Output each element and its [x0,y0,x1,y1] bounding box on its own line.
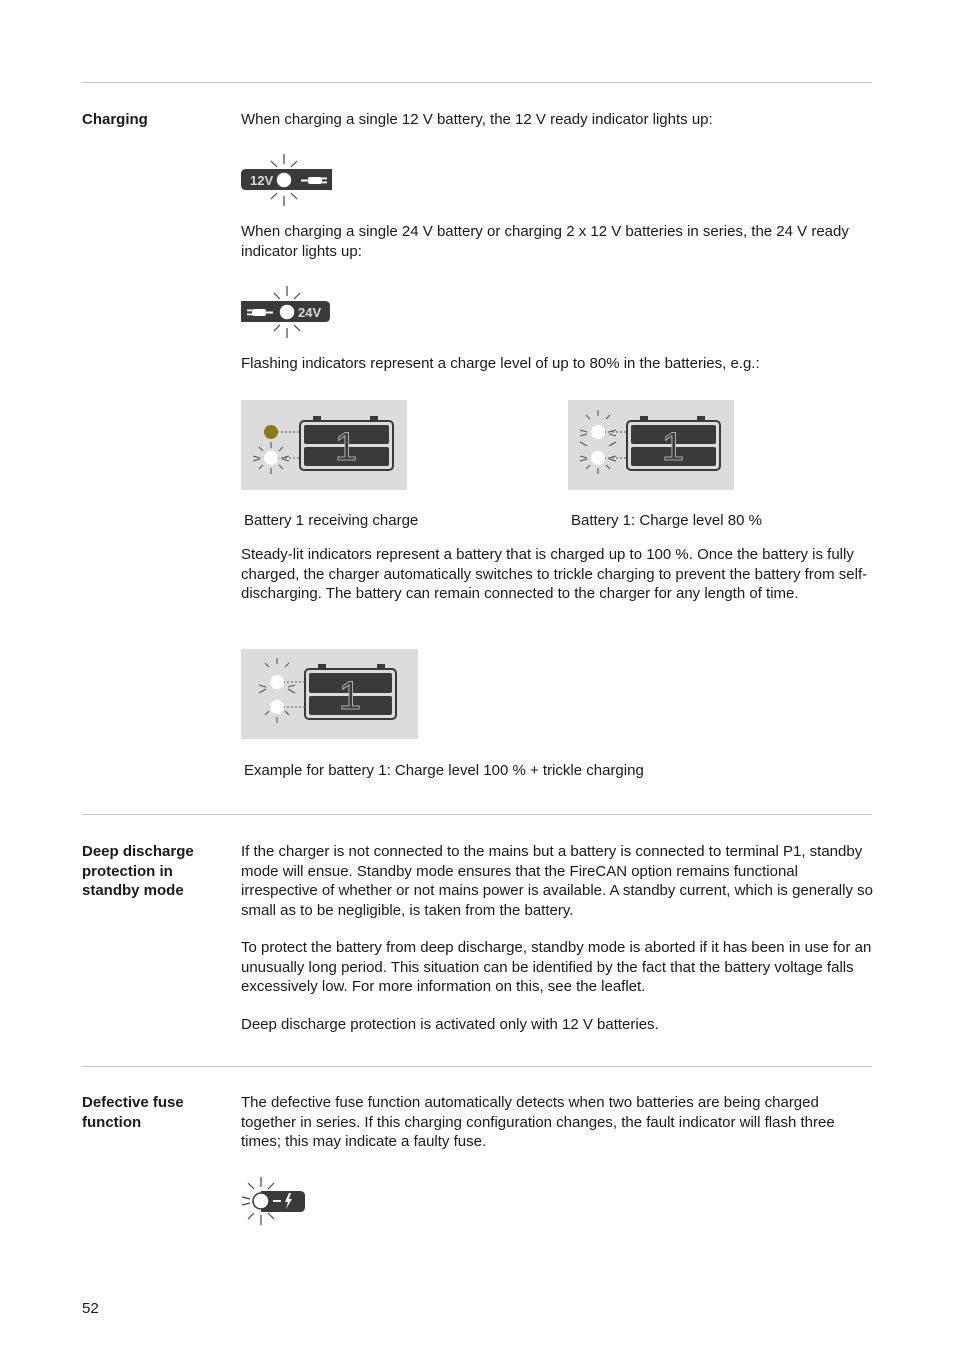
charging-heading: Charging [82,111,148,128]
battery-80-figure [568,400,734,490]
charging-24v-text: When charging a single 24 V battery or charging 2 x 12 V batteries in series, the 24 V ready indicator lights up: [241,223,849,260]
deep-discharge-para2: To protect the battery from deep discharge, standby mode is aborted if it has been in use for an unusually long period. This situation can be identified by the fact that the battery voltage falls excessively low. For more information on this, see the leaflet. [241,939,872,995]
defective-fuse-heading: Defective fuse function [82,1094,184,1131]
battery-number: 1 [661,425,685,469]
caption-80: Battery 1: Charge level 80 % [571,512,762,529]
caption-receiving: Battery 1 receiving charge [244,512,419,529]
battery-100-figure [241,649,418,739]
top-divider [82,82,872,83]
deep-discharge-heading: Deep discharge protection in standby mode [82,843,194,899]
section-divider [82,814,872,815]
battery-icon [300,416,393,470]
battery-icon [305,664,396,719]
battery-number: 1 [334,425,358,469]
battery-receiving-figure [241,400,407,490]
label-24v: 24V [298,305,322,320]
ready-12v-indicator [238,152,338,208]
section-divider [82,1066,872,1067]
charging-intro: When charging a single 12 V battery, the 12 V ready indicator lights up: [241,111,713,128]
caption-100: Example for battery 1: Charge level 100 % + trickle charging [244,762,644,779]
battery-icon [627,416,720,470]
page-number: 52 [82,1300,99,1317]
battery-number: 1 [338,674,362,718]
flashing-text: Flashing indicators represent a charge level of up to 80% in the batteries, e.g.: [241,355,760,372]
steady-text: Steady-lit indicators represent a battery that is charged up to 100 %. Once the battery is fully charged, the charger automatically switches to trickle charging to prevent the battery from self-discharging. The battery can remain connected to the charger for any length of time. [241,546,868,602]
deep-discharge-para1: If the charger is not connected to the mains but a battery is connected to terminal P1, standby mode will ensue. Standby mode ensures that the FireCAN option remains functional irrespective of whether or not mains power is available. A standby current, which is generally so small as to be negligible, is taken from the battery. [241,843,873,919]
olive-led [264,425,278,439]
ready-24v-indicator [238,284,338,340]
deep-discharge-para3: Deep discharge protection is activated only with 12 V batteries. [241,1016,659,1033]
fault-indicator [238,1175,310,1227]
label-12v: 12V [250,173,274,188]
defective-fuse-para1: The defective fuse function automatically detects when two batteries are being charged together in series. If this charging configuration changes, the fault indicator will flash three times; this may indicate a faulty fuse. [241,1094,835,1150]
